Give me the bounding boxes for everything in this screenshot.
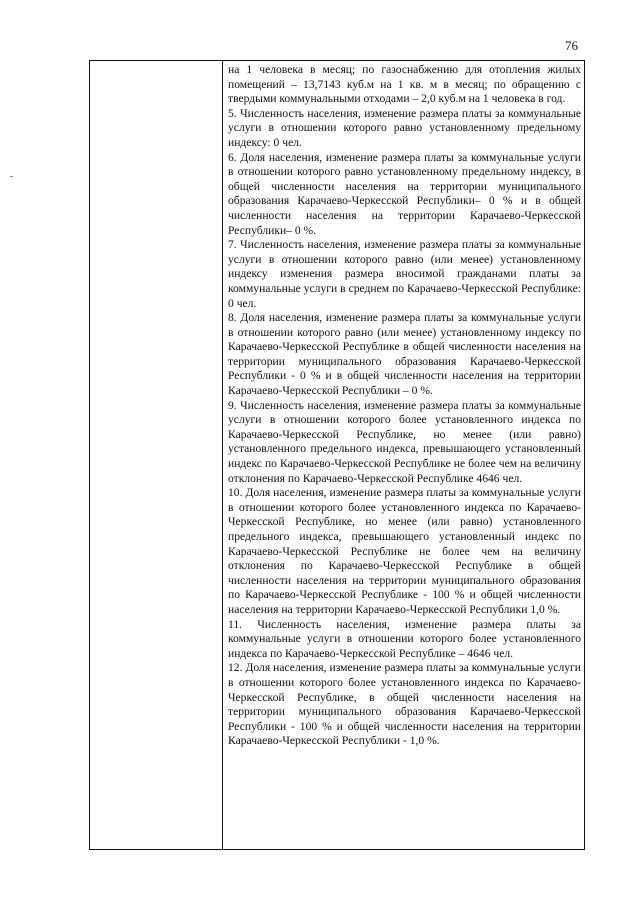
table-left-cell: [90, 61, 223, 849]
table-right-cell: [228, 63, 581, 749]
paragraph-continuation: на 1 человека в месяц; по газоснабжению для отопления жилых помещений – 13,7143 куб.м на 1 кв. м в месяц; по обращению с твердыми коммунальными отходами – 2,0 куб.м на 1 человека в год.: [228, 63, 581, 106]
paragraph-item-8: 8. Доля населения, изменение размера платы за коммунальные услуги в отношении которого равно (или менее) установленному индексу по Карачаево-Черкесской Республике в общей численности населения на территории муниципального образования Карачаево-Черкесской Республики - 0 % и в общей численности населения на территории Карачаево-Черкесской Республики – 0 %.: [228, 311, 581, 398]
paragraph-item-12: 12. Доля населения, изменение размера платы за коммунальные услуги в отношении которого более установленного индекса по Карачаево-Черкесской Республике, в общей численности населения на территории муниципального образования Карачаево-Черкесской Республики - 100 % и общей численности населения на территории Карачаево-Черкесской Республики - 1,0 %.: [228, 661, 581, 748]
margin-mark: [10, 176, 13, 177]
paragraph-item-6: 6. Доля населения, изменение размера платы за коммунальные услуги в отношении которого равно установленному предельному индексу, в общей численности населения на территории муниципального образования Карачаево-Черкесской Республики– 0 % и в общей численности населения на территории Карачаево-Черкесской Республики– 0 %.: [228, 150, 581, 237]
paragraph-item-11: 11. Численность населения, изменение размера платы за коммунальные услуги в отношении которого более установленного индекса по Карачаево-Черкесской Республике – 4646 чел.: [228, 617, 581, 660]
page-number: 76: [565, 38, 578, 53]
paragraph-item-7: 7. Численность населения, изменение размера платы за коммунальные услуги в отношении которого равно (или менее) установленному индексу изменения размера вносимой гражданами платы за коммунальные услуги в среднем по Карачаево-Черкесской Республике: 0 чел.: [228, 238, 581, 310]
paragraph-item-9: 9. Численность населения, изменение размера платы за коммунальные услуги в отношении которого более установленного индекса по Карачаево-Черкесской Республике, но менее (или равно) установленного предельного индекса, превышающего установленный индекс по Карачаево-Черкесской Республике не более чем на величину отклонения по Карачаево-Черкесской Республике 4646 чел.: [228, 398, 581, 485]
paragraph-item-10: 10. Доля населения, изменение размера платы за коммунальные услуги в отношении которого более установленного индекса по Карачаево-Черкесской Республике, но менее (или равно) установленного предельного индекса, превышающего установленный индекс по Карачаево-Черкесской Республике не более чем на величину отклонения по Карачаево-Черкесской Республике в общей численности населения на территории муниципального образования по Карачаево-Черкесской Республике - 100 % и общей численности населения на территории Карачаево-Черкесской Республики 1,0 %.: [228, 486, 581, 616]
document-table: [89, 60, 585, 850]
paragraph-item-5: 5. Численность населения, изменение размера платы за коммунальные услуги в отношении которого равно установленному предельному индексу: 0 чел.: [228, 106, 581, 149]
